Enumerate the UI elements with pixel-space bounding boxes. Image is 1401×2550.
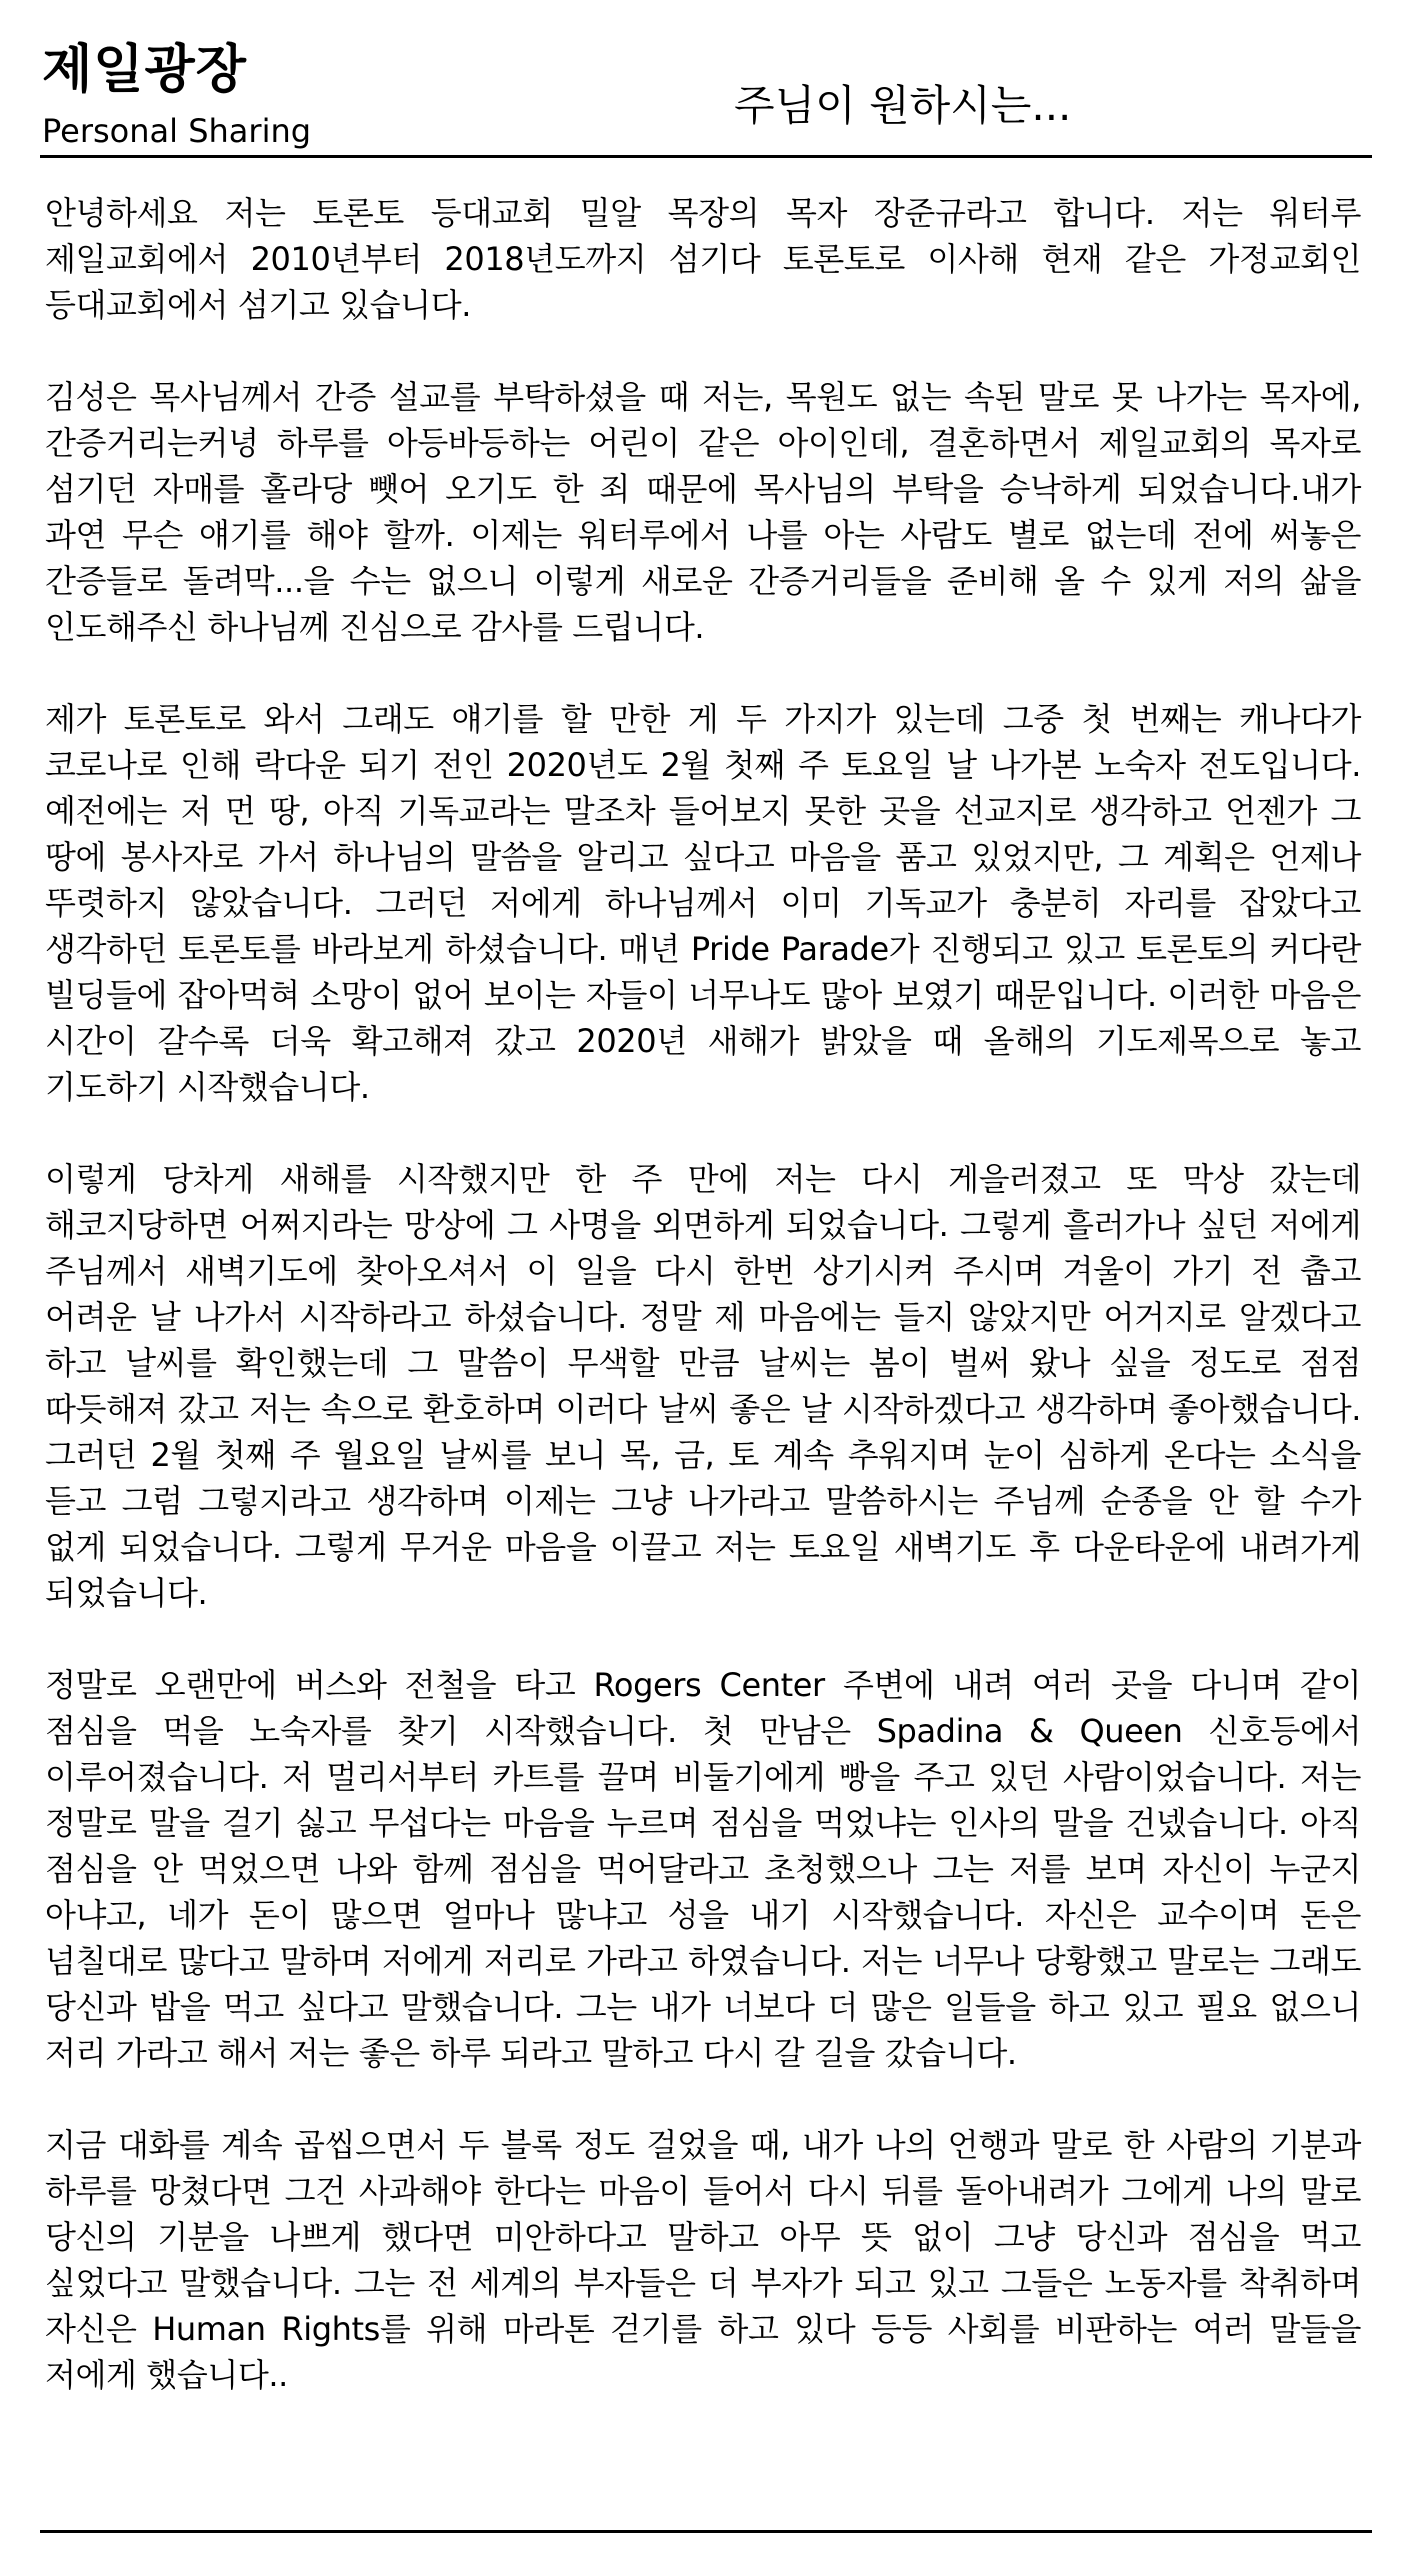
paragraph: 지금 대화를 계속 곱씹으면서 두 블록 정도 걸었을 때, 내가 나의 언행과 말로 한 사람의 기분과 하루를 망쳤다면 그건 사과해야 한다는 마음이 들어서 다시 뒤를 돌아내려가 그에게 나의 말로 당신의 기분을 나쁘게 했다면 미안하다고 말하고 아무 뜻 없이 그냥 당신과 점심을 먹고 싶었다고 말했습니다. 그는 전 세계의 부자들은 더 부자가 되고 있고 그들은 노동자를 착취하며 자신은 Human Rights를 위해 마라톤 걷기를 하고 있다 등등 사회를 비판하는 여러 말들을 저에게 했습니다.. xyxy=(45,2126,1361,2394)
article-title: 주님이 원하시는... xyxy=(734,81,1072,130)
paragraph: 이렇게 당차게 새해를 시작했지만 한 주 만에 저는 다시 게을러졌고 또 막상 갔는데 해코지당하면 어쩌지라는 망상에 그 사명을 외면하게 되었습니다. 그렇게 흘러가나 싶던 저에게 주님께서 새벽기도에 찾아오셔서 이 일을 다시 한번 상기시켜 주시며 겨울이 가기 전 춥고 어려운 날 나가서 시작하라고 하셨습니다. 정말 제 마음에는 들지 않았지만 어거지로 알겠다고 하고 날씨를 확인했는데 그 말씀이 무색할 만큼 날씨는 봄이 벌써 왔나 싶을 정도로 점점 따듯해져 갔고 저는 속으로 환호하며 이러다 날씨 좋은 날 시작하겠다고 생각하며 좋아했습니다. 그러던 2월 첫째 주 월요일 날씨를 보니 목, 금, 토 계속 추워지며 눈이 심하게 온다는 소식을 듣고 그럼 그렇지라고 생각하며 이제는 그냥 나가라고 말씀하시는 주님께 순종을 안 할 수가 없게 되었습니다. 그렇게 무거운 마음을 이끌고 저는 토요일 새벽기도 후 다운타운에 내려가게 되었습니다. xyxy=(45,1160,1361,1612)
article-body xyxy=(45,190,1361,2398)
paragraph: 제가 토론토로 와서 그래도 얘기를 할 만한 게 두 가지가 있는데 그중 첫 번째는 캐나다가 코로나로 인해 락다운 되기 전인 2020년도 2월 첫째 주 토요일 날 나가본 노숙자 전도입니다. 예전에는 저 먼 땅, 아직 기독교라는 말조차 들어보지 못한 곳을 선교지로 생각하고 언젠가 그 땅에 봉사자로 가서 하나님의 말씀을 알리고 싶다고 마음을 품고 있었지만, 그 계획은 언제나 뚜렷하지 않았습니다. 그러던 저에게 하나님께서 이미 기독교가 충분히 자리를 잡았다고 생각하던 토론토를 바라보게 하셨습니다. 매년 Pride Parade가 진행되고 있고 토론토의 커다란 빌딩들에 잡아먹혀 소망이 없어 보이는 자들이 너무나도 많아 보였기 때문입니다. 이러한 마음은 시간이 갈수록 더욱 확고해져 갔고 2020년 새해가 밝았을 때 올해의 기도제목으로 놓고 기도하기 시작했습니다. xyxy=(45,700,1361,1106)
header-divider xyxy=(40,155,1372,158)
footer-divider xyxy=(40,2530,1372,2533)
paragraph: 안녕하세요 저는 토론토 등대교회 밀알 목장의 목자 장준규라고 합니다. 저는 워터루 제일교회에서 2010년부터 2018년도까지 섬기다 토론토로 이사해 현재 같은 가정교회인 등대교회에서 섬기고 있습니다. xyxy=(45,194,1361,324)
paragraph: 정말로 오랜만에 버스와 전철을 타고 Rogers Center 주변에 내려 여러 곳을 다니며 같이 점심을 먹을 노숙자를 찾기 시작했습니다. 첫 만남은 Spadina & Queen 신호등에서 이루어졌습니다. 저 멀리서부터 카트를 끌며 비둘기에게 빵을 주고 있던 사람이었습니다. 저는 정말로 말을 걸기 싫고 무섭다는 마음을 누르며 점심을 먹었냐는 인사의 말을 건넸습니다. 아직 점심을 안 먹었으면 나와 함께 점심을 먹어달라고 초청했으나 그는 저를 보며 자신이 누군지 아냐고, 네가 돈이 많으면 얼마나 많냐고 성을 내기 시작했습니다. 자신은 교수이며 돈은 넘칠대로 많다고 말하며 저에게 저리로 가라고 하였습니다. 저는 너무나 당황했고 말로는 그래도 당신과 밥을 먹고 싶다고 말했습니다. 그는 내가 너보다 더 많은 일들을 하고 있고 필요 없으니 저리 가라고 해서 저는 좋은 하루 되라고 말하고 다시 갈 길을 갔습니다. xyxy=(45,1666,1361,2072)
paragraph: 김성은 목사님께서 간증 설교를 부탁하셨을 때 저는, 목원도 없는 속된 말로 못 나가는 목자에, 간증거리는커녕 하루를 아등바등하는 어린이 같은 아이인데, 결혼하면서 제일교회의 목자로 섬기던 자매를 홀라당 뺏어 오기도 한 죄 때문에 목사님의 부탁을 승낙하게 되었습니다.내가 과연 무슨 얘기를 해야 할까. 이제는 워터루에서 나를 아는 사람도 별로 없는데 전에 써놓은 간증들로 돌려막...을 수는 없으니 이렇게 새로운 간증거리들을 준비해 올 수 있게 저의 삶을 인도해주신 하나님께 진심으로 감사를 드립니다. xyxy=(45,378,1361,646)
brand-title: 제일광장 xyxy=(42,40,247,100)
page-header xyxy=(40,36,1372,156)
brand-subtitle: Personal Sharing xyxy=(42,112,312,150)
